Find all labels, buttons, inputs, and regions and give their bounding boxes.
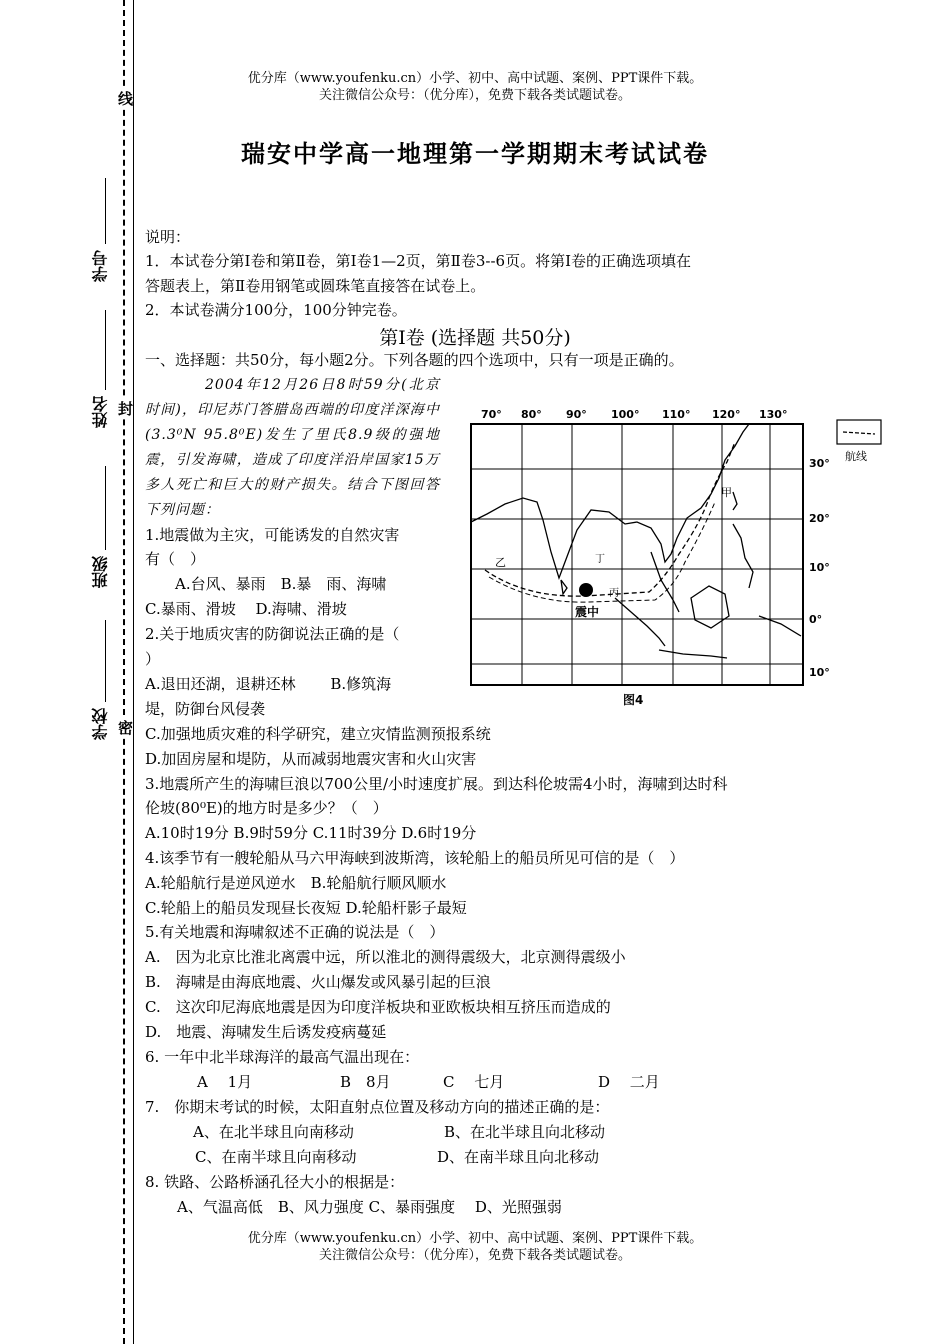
map-label-bing: 丙 xyxy=(609,588,619,599)
lon-label: 120° xyxy=(712,408,741,421)
header-line-2: 关注微信公众号：（优分库），免费下载各类试题试卷。 xyxy=(318,88,631,103)
seal-char-xian: 线 xyxy=(118,90,134,108)
q4-stem: 4.该季节有一艘轮船从马六甲海峡到波斯湾，该轮船上的船员所见可信的是（ ） xyxy=(145,849,685,867)
field-label-xingming: 姓名 xyxy=(91,396,110,428)
instruction: 一、选择题：共50分，每小题2分。下列各题的四个选项中，只有一项是正确的。 xyxy=(145,351,684,369)
q6-opt-d: D 二月 xyxy=(598,1073,660,1091)
section-title: 第Ⅰ卷 (选择题 共50分) xyxy=(379,327,571,349)
field-line-xingming xyxy=(105,310,106,390)
seal-char-feng: 封 xyxy=(118,400,134,418)
field-line-xuehao xyxy=(105,178,106,244)
field-label-xuehao: 学号 xyxy=(91,250,110,282)
seal-char-mi: 密 xyxy=(118,719,134,737)
q1-stem-a: 1.地震做为主灾，可能诱发的自然灾害 xyxy=(145,526,400,544)
footer-line-2: 关注微信公众号：（优分库），免费下载各类试题试卷。 xyxy=(318,1248,631,1263)
q5-opt-b: B. 海啸是由海底地震、火山爆发或风暴引起的巨浪 xyxy=(145,973,491,991)
q2-opt-ab: A.退田还湖，退耕还林 B.修筑海 xyxy=(145,675,392,693)
q7-opt-d: D、在南半球且向北移动 xyxy=(437,1148,600,1166)
q6-stem: 6. 一年中北半球海洋的最高气温出现在： xyxy=(145,1048,420,1066)
binding-solid-line xyxy=(133,0,134,1344)
epicenter-marker xyxy=(579,583,593,597)
field-label-xuexiao: 学校 xyxy=(91,708,110,740)
q1-stem-b: 有（ ） xyxy=(145,550,206,568)
note-1b: 答题表上，第Ⅱ卷用钢笔或圆珠笔直接答在试卷上。 xyxy=(145,277,486,295)
intro-paragraph: 2004年12月26日8时59分(北京时间)，印尼苏门答腊岛西端的印度洋深海中(3.3⁰N 95.8⁰E)发生了里氏8.9级的强地震，引发海啸，造成了印度洋沿岸国家15万多人死亡和巨大的财产损失。结合下图回答下列问题： xyxy=(145,377,440,518)
q5-opt-a: A. 因为北京比淮北离震中远，所以淮北的测得震级大，北京测得震级小 xyxy=(145,948,626,966)
page-title: 瑞安中学高一地理第一学期期末考试试卷 xyxy=(241,140,709,168)
field-label-banji: 班级 xyxy=(91,556,110,588)
q5-stem: 5.有关地震和海啸叙述不正确的说法是（ ） xyxy=(145,923,445,941)
lat-label: 20° xyxy=(809,512,830,525)
header-line-1: 优分库（www.youfenku.cn）小学、初中、高中试题、案例、PPT课件下载。 xyxy=(247,71,703,86)
q8-stem: 8. 铁路、公路桥涵孔径大小的根据是： xyxy=(145,1173,405,1191)
q6-opt-b: B 8月 xyxy=(340,1073,391,1091)
lat-label: 30° xyxy=(809,457,830,470)
lat-label: 10° xyxy=(809,561,830,574)
lat-label: 0° xyxy=(809,613,823,626)
legend-label: 航线 xyxy=(845,450,867,463)
q5-opt-d: D. 地震、海啸发生后诱发疫病蔓延 xyxy=(145,1023,387,1041)
map-label-ding: 丁 xyxy=(595,554,605,565)
note-2: 2．本试卷满分100分，100分钟完卷。 xyxy=(145,301,407,319)
footer-line-1: 优分库（www.youfenku.cn）小学、初中、高中试题、案例、PPT课件下载。 xyxy=(247,1231,703,1246)
lon-label: 130° xyxy=(759,408,788,421)
q7-opt-c: C、在南半球且向南移动 xyxy=(195,1148,357,1166)
q2-stem-a: 2.关于地质灾害的防御说法正确的是（ xyxy=(145,625,400,643)
lon-label: 110° xyxy=(662,408,691,421)
field-line-banji xyxy=(105,466,106,550)
q6-opt-c: C 七月 xyxy=(443,1073,505,1091)
q3-stem-a: 3.地震所产生的海啸巨浪以700公里/小时速度扩展。到达科伦坡需4小时，海啸到达时科 xyxy=(145,775,728,793)
lon-label: 70° xyxy=(481,408,502,421)
q1-opt-ab: A.台风、暴雨 B.暴 雨、海啸 xyxy=(175,575,387,593)
map-label-yi: 乙 xyxy=(495,556,506,569)
q3-stem-b: 伦坡(80⁰E)的地方时是多少？（ ） xyxy=(145,799,388,817)
map-label-jia: 甲 xyxy=(721,486,732,499)
q1-opt-cd: C.暴雨、滑坡 D.海啸、滑坡 xyxy=(145,600,347,618)
lat-label: 10° xyxy=(809,666,830,679)
q3-options: A.10时19分 B.9时59分 C.11时39分 D.6时19分 xyxy=(145,824,477,842)
lon-label: 80° xyxy=(521,408,542,421)
lon-label: 90° xyxy=(566,408,587,421)
note-1a: 1．本试卷分第Ⅰ卷和第Ⅱ卷，第Ⅰ卷1—2页，第Ⅱ卷3--6页。将第Ⅰ卷的正确选项填在 xyxy=(145,252,692,270)
q7-opt-a: A、在北半球且向南移动 xyxy=(193,1123,354,1141)
notes-label: 说明： xyxy=(145,228,191,246)
field-line-xuexiao xyxy=(105,620,106,702)
q7-opt-b: B、在北半球且向北移动 xyxy=(444,1123,606,1141)
q2-opt-b2: 堤，防御台风侵袭 xyxy=(145,700,266,718)
q6-opt-a: A 1月 xyxy=(197,1073,253,1091)
lon-label: 100° xyxy=(611,408,640,421)
binding-dashed-line xyxy=(123,0,125,1344)
q8-options: A、气温高低 B、风力强度 C、暴雨强度 D、光照强弱 xyxy=(177,1198,562,1216)
q5-opt-c: C. 这次印尼海底地震是因为印度洋板块和亚欧板块相互挤压而造成的 xyxy=(145,998,611,1016)
q4-opt-cd: C.轮船上的船员发现昼长夜短 D.轮船杆影子最短 xyxy=(145,899,467,917)
q2-opt-d: D.加固房屋和堤防，从而减弱地震灾害和火山灾害 xyxy=(145,750,477,768)
q2-stem-b: ） xyxy=(145,650,161,668)
map-caption: 图4 xyxy=(623,693,644,707)
map-figure xyxy=(465,402,895,710)
q2-opt-c: C.加强地质灾难的科学研究，建立灾情监测预报系统 xyxy=(145,725,491,743)
q4-opt-ab: A.轮船航行是逆风逆水 B.轮船航行顺风顺水 xyxy=(145,874,447,892)
q7-stem: 7. 你期末考试的时候，太阳直射点位置及移动方向的描述正确的是： xyxy=(145,1098,610,1116)
epicenter-label: 震中 xyxy=(575,605,600,619)
